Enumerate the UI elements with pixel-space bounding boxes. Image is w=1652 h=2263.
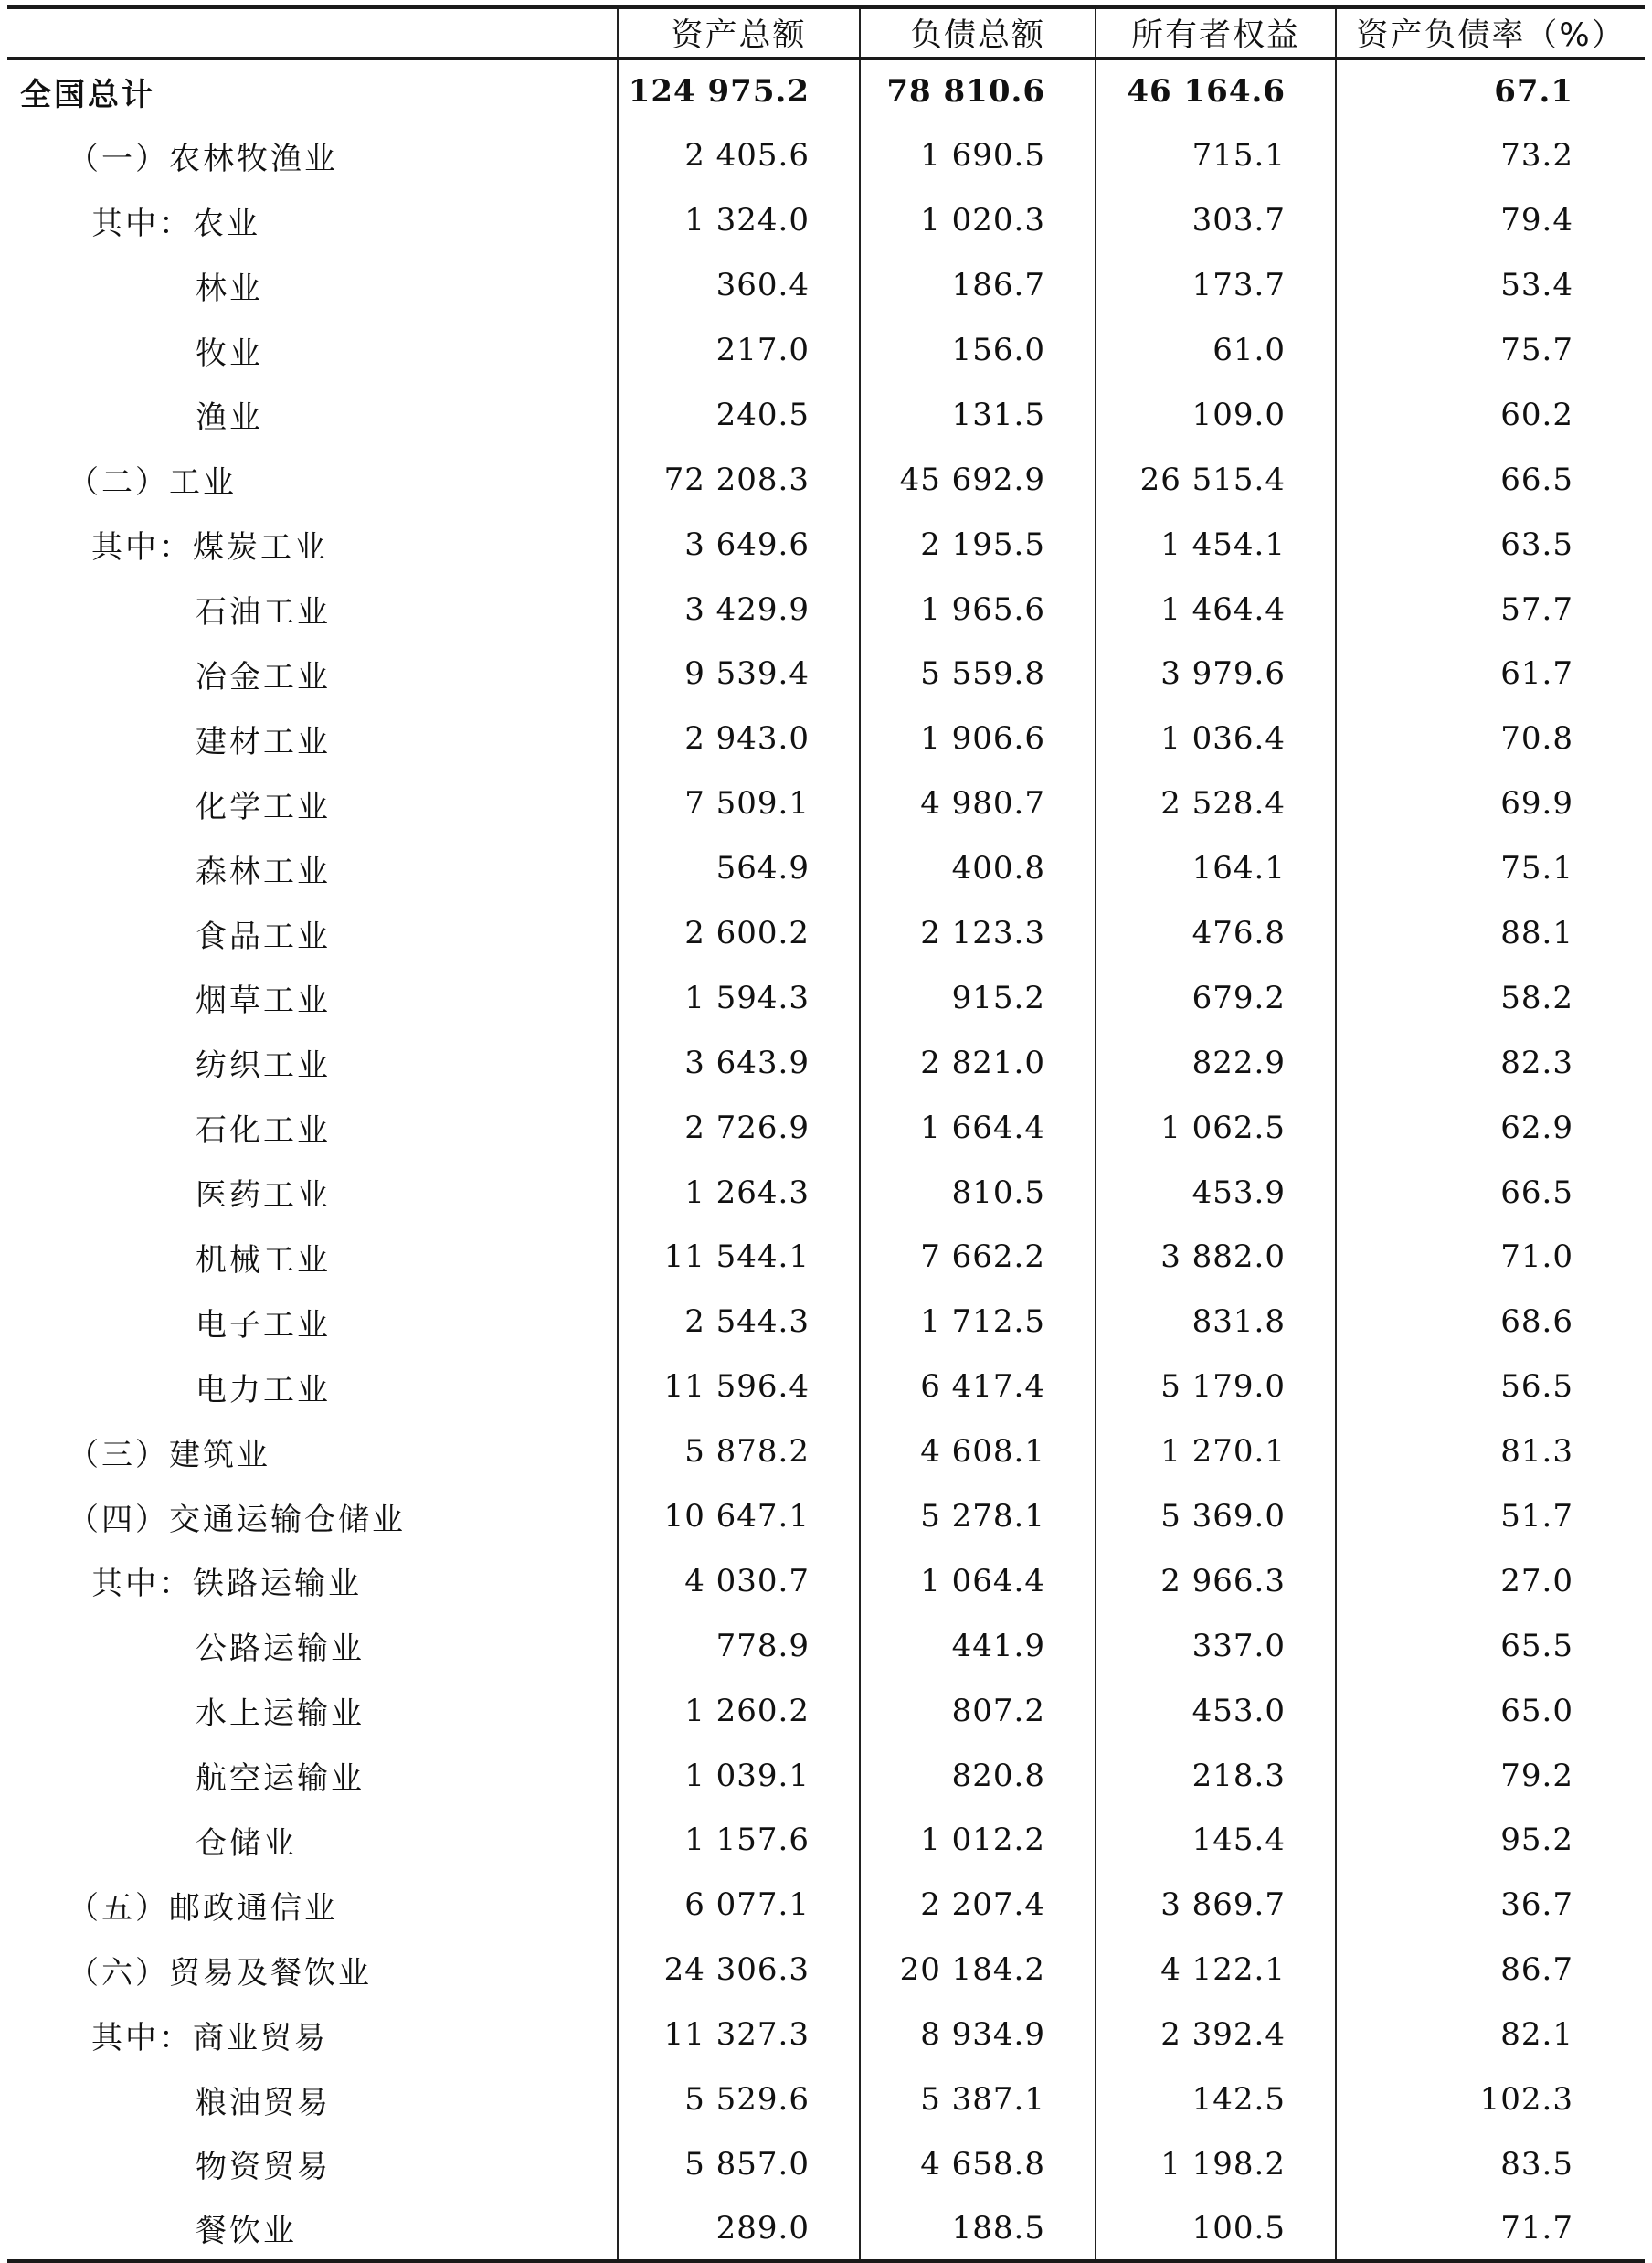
total-assets-cell: 72 208.3 bbox=[618, 447, 860, 512]
total-assets-cell: 2 943.0 bbox=[618, 707, 860, 771]
table-row bbox=[7, 1548, 1645, 1613]
total-assets-cell: 1 260.2 bbox=[618, 1678, 860, 1743]
table-row bbox=[7, 2196, 1645, 2261]
debt-ratio-cell: 68.6 bbox=[1336, 1290, 1645, 1355]
header-industry bbox=[7, 7, 618, 58]
total-liabilities-cell: 807.2 bbox=[860, 1678, 1096, 1743]
owners-equity-cell: 46 164.6 bbox=[1096, 58, 1336, 123]
owners-equity-cell: 61.0 bbox=[1096, 318, 1336, 383]
industry-cell: 物资贸易 bbox=[196, 2149, 331, 2186]
owners-equity-cell: 142.5 bbox=[1096, 2067, 1336, 2132]
industry-cell: （六）贸易及餐饮业 bbox=[68, 1954, 372, 1992]
table-row bbox=[7, 965, 1645, 1030]
total-assets-cell: 3 429.9 bbox=[618, 577, 860, 642]
table-row bbox=[7, 707, 1645, 771]
debt-ratio-cell: 86.7 bbox=[1336, 1938, 1645, 2003]
total-assets-cell: 2 600.2 bbox=[618, 901, 860, 966]
industry-cell: 机械工业 bbox=[196, 1241, 331, 1279]
debt-ratio-cell: 66.5 bbox=[1336, 1160, 1645, 1225]
total-assets-cell: 289.0 bbox=[618, 2196, 860, 2261]
table-row bbox=[7, 318, 1645, 383]
owners-equity-cell: 218.3 bbox=[1096, 1743, 1336, 1808]
industry-cell: 冶金工业 bbox=[196, 658, 331, 696]
table-row bbox=[7, 1613, 1645, 1678]
header-total-assets: 资产总额 bbox=[618, 7, 860, 58]
total-liabilities-cell: 820.8 bbox=[860, 1743, 1096, 1808]
total-liabilities-cell: 915.2 bbox=[860, 965, 1096, 1030]
total-assets-cell: 1 324.0 bbox=[618, 188, 860, 253]
total-liabilities-cell: 1 020.3 bbox=[860, 188, 1096, 253]
table-row bbox=[7, 1808, 1645, 1873]
industry-cell: 电力工业 bbox=[196, 1371, 331, 1408]
total-assets-cell: 5 857.0 bbox=[618, 2132, 860, 2197]
total-assets-cell: 2 405.6 bbox=[618, 123, 860, 188]
debt-ratio-cell: 61.7 bbox=[1336, 642, 1645, 707]
table-row bbox=[7, 1678, 1645, 1743]
owners-equity-cell: 164.1 bbox=[1096, 836, 1336, 901]
total-assets-cell: 7 509.1 bbox=[618, 771, 860, 836]
debt-ratio-cell: 51.7 bbox=[1336, 1484, 1645, 1549]
total-liabilities-cell: 4 980.7 bbox=[860, 771, 1096, 836]
table-row bbox=[7, 577, 1645, 642]
total-assets-cell: 1 264.3 bbox=[618, 1160, 860, 1225]
industry-cell: （一）农林牧渔业 bbox=[68, 140, 338, 177]
owners-equity-cell: 2 528.4 bbox=[1096, 771, 1336, 836]
debt-ratio-cell: 62.9 bbox=[1336, 1095, 1645, 1160]
total-liabilities-cell: 5 387.1 bbox=[860, 2067, 1096, 2132]
owners-equity-cell: 145.4 bbox=[1096, 1808, 1336, 1873]
debt-ratio-cell: 63.5 bbox=[1336, 512, 1645, 577]
total-assets-cell: 24 306.3 bbox=[618, 1938, 860, 2003]
total-assets-cell: 5 529.6 bbox=[618, 2067, 860, 2132]
total-liabilities-cell: 7 662.2 bbox=[860, 1225, 1096, 1290]
table-row bbox=[7, 2003, 1645, 2067]
industry-cell: 林业 bbox=[196, 270, 263, 307]
table-row bbox=[7, 1030, 1645, 1095]
total-assets-cell: 2 544.3 bbox=[618, 1290, 860, 1355]
owners-equity-cell: 3 882.0 bbox=[1096, 1225, 1336, 1290]
owners-equity-cell: 715.1 bbox=[1096, 123, 1336, 188]
total-assets-cell: 3 649.6 bbox=[618, 512, 860, 577]
debt-ratio-cell: 65.0 bbox=[1336, 1678, 1645, 1743]
industry-cell: 烟草工业 bbox=[196, 983, 331, 1020]
industry-cell: 其中：商业贸易 bbox=[91, 2019, 328, 2056]
debt-ratio-cell: 82.3 bbox=[1336, 1030, 1645, 1095]
debt-ratio-cell: 71.0 bbox=[1336, 1225, 1645, 1290]
total-liabilities-cell: 1 690.5 bbox=[860, 123, 1096, 188]
industry-cell: 其中：煤炭工业 bbox=[91, 529, 328, 567]
total-assets-cell: 10 647.1 bbox=[618, 1484, 860, 1549]
table-row bbox=[7, 253, 1645, 318]
total-liabilities-cell: 810.5 bbox=[860, 1160, 1096, 1225]
owners-equity-cell: 2 392.4 bbox=[1096, 2003, 1336, 2067]
total-liabilities-cell: 45 692.9 bbox=[860, 447, 1096, 512]
debt-ratio-cell: 60.2 bbox=[1336, 382, 1645, 447]
debt-ratio-cell: 57.7 bbox=[1336, 577, 1645, 642]
total-assets-cell: 2 726.9 bbox=[618, 1095, 860, 1160]
debt-ratio-cell: 53.4 bbox=[1336, 253, 1645, 318]
debt-ratio-cell: 36.7 bbox=[1336, 1873, 1645, 1938]
total-assets-cell: 5 878.2 bbox=[618, 1419, 860, 1484]
total-liabilities-cell: 78 810.6 bbox=[860, 58, 1096, 123]
total-liabilities-cell: 1 906.6 bbox=[860, 707, 1096, 771]
debt-ratio-cell: 67.1 bbox=[1336, 58, 1645, 123]
owners-equity-cell: 476.8 bbox=[1096, 901, 1336, 966]
debt-ratio-cell: 95.2 bbox=[1336, 1808, 1645, 1873]
table-row bbox=[7, 2132, 1645, 2197]
total-liabilities-cell: 1 965.6 bbox=[860, 577, 1096, 642]
owners-equity-cell: 1 464.4 bbox=[1096, 577, 1336, 642]
owners-equity-cell: 303.7 bbox=[1096, 188, 1336, 253]
total-liabilities-cell: 8 934.9 bbox=[860, 2003, 1096, 2067]
total-assets-cell: 778.9 bbox=[618, 1613, 860, 1678]
industry-cell: 石化工业 bbox=[196, 1112, 331, 1150]
header-row bbox=[7, 7, 1645, 58]
debt-ratio-cell: 70.8 bbox=[1336, 707, 1645, 771]
industry-cell: 电子工业 bbox=[196, 1306, 331, 1344]
total-assets-cell: 11 596.4 bbox=[618, 1355, 860, 1419]
total-liabilities-cell: 2 195.5 bbox=[860, 512, 1096, 577]
total-liabilities-cell: 2 207.4 bbox=[860, 1873, 1096, 1938]
debt-ratio-cell: 69.9 bbox=[1336, 771, 1645, 836]
owners-equity-cell: 4 122.1 bbox=[1096, 1938, 1336, 2003]
total-liabilities-cell: 2 821.0 bbox=[860, 1030, 1096, 1095]
table-row bbox=[7, 1095, 1645, 1160]
total-assets-cell: 124 975.2 bbox=[618, 58, 860, 123]
table-row bbox=[7, 1743, 1645, 1808]
owners-equity-cell: 453.0 bbox=[1096, 1678, 1336, 1743]
table-row bbox=[7, 901, 1645, 966]
industry-cell: 其中：铁路运输业 bbox=[91, 1566, 362, 1603]
debt-ratio-cell: 79.2 bbox=[1336, 1743, 1645, 1808]
total-assets-cell: 6 077.1 bbox=[618, 1873, 860, 1938]
total-assets-cell: 4 030.7 bbox=[618, 1548, 860, 1613]
industry-cell: （四）交通运输仓储业 bbox=[68, 1501, 406, 1538]
table-row bbox=[7, 642, 1645, 707]
total-liabilities-cell: 5 278.1 bbox=[860, 1484, 1096, 1549]
table-row bbox=[7, 1290, 1645, 1355]
industry-cell: 仓储业 bbox=[196, 1824, 297, 1862]
owners-equity-cell: 1 198.2 bbox=[1096, 2132, 1336, 2197]
owners-equity-cell: 1 062.5 bbox=[1096, 1095, 1336, 1160]
owners-equity-cell: 453.9 bbox=[1096, 1160, 1336, 1225]
industry-cell: 石油工业 bbox=[196, 594, 331, 632]
table-row bbox=[7, 1160, 1645, 1225]
total-assets-cell: 1 594.3 bbox=[618, 965, 860, 1030]
industry-cell: 化学工业 bbox=[196, 788, 331, 825]
debt-ratio-cell: 66.5 bbox=[1336, 447, 1645, 512]
table-row bbox=[7, 447, 1645, 512]
total-assets-cell: 217.0 bbox=[618, 318, 860, 383]
owners-equity-cell: 1 036.4 bbox=[1096, 707, 1336, 771]
table-row bbox=[7, 836, 1645, 901]
total-assets-cell: 1 157.6 bbox=[618, 1808, 860, 1873]
table-body bbox=[7, 58, 1645, 2261]
industry-cell: 水上运输业 bbox=[196, 1695, 365, 1733]
industry-cell: 纺织工业 bbox=[196, 1047, 331, 1085]
table-row bbox=[7, 771, 1645, 836]
header-owners-equity: 所有者权益 bbox=[1096, 7, 1336, 58]
table-row bbox=[7, 1225, 1645, 1290]
total-liabilities-cell: 400.8 bbox=[860, 836, 1096, 901]
debt-ratio-cell: 65.5 bbox=[1336, 1613, 1645, 1678]
total-liabilities-cell: 441.9 bbox=[860, 1613, 1096, 1678]
industry-cell: 餐饮业 bbox=[7, 2196, 618, 2261]
industry-cell: 航空运输业 bbox=[196, 1760, 365, 1798]
total-liabilities-cell: 156.0 bbox=[860, 318, 1096, 383]
debt-ratio-cell: 102.3 bbox=[1336, 2067, 1645, 2132]
table-row bbox=[7, 1938, 1645, 2003]
owners-equity-cell: 822.9 bbox=[1096, 1030, 1336, 1095]
industry-cell: 其中：农业 bbox=[91, 205, 260, 242]
owners-equity-cell: 26 515.4 bbox=[1096, 447, 1336, 512]
owners-equity-cell: 109.0 bbox=[1096, 382, 1336, 447]
total-liabilities-cell: 20 184.2 bbox=[860, 1938, 1096, 2003]
total-liabilities-cell: 1 712.5 bbox=[860, 1290, 1096, 1355]
owners-equity-cell: 1 454.1 bbox=[1096, 512, 1336, 577]
total-liabilities-cell: 188.5 bbox=[860, 2196, 1096, 2261]
total-liabilities-cell: 5 559.8 bbox=[860, 642, 1096, 707]
table-row bbox=[7, 123, 1645, 188]
total-assets-cell: 11 544.1 bbox=[618, 1225, 860, 1290]
debt-ratio-cell: 79.4 bbox=[1336, 188, 1645, 253]
table-row bbox=[7, 382, 1645, 447]
industry-cell: 医药工业 bbox=[196, 1177, 331, 1215]
debt-ratio-cell: 75.1 bbox=[1336, 836, 1645, 901]
table-row bbox=[7, 1419, 1645, 1484]
debt-ratio-cell: 27.0 bbox=[1336, 1548, 1645, 1613]
owners-equity-cell: 3 979.6 bbox=[1096, 642, 1336, 707]
owners-equity-cell: 679.2 bbox=[1096, 965, 1336, 1030]
industry-cell: （五）邮政通信业 bbox=[68, 1889, 338, 1927]
industry-cell: 牧业 bbox=[196, 335, 263, 372]
owners-equity-cell: 2 966.3 bbox=[1096, 1548, 1336, 1613]
industry-cell: 粮油贸易 bbox=[196, 2084, 331, 2121]
total-assets-cell: 360.4 bbox=[618, 253, 860, 318]
owners-equity-cell: 1 270.1 bbox=[1096, 1419, 1336, 1484]
table-row bbox=[7, 58, 1645, 123]
table-row bbox=[7, 1355, 1645, 1419]
debt-ratio-cell: 56.5 bbox=[1336, 1355, 1645, 1419]
owners-equity-cell: 3 869.7 bbox=[1096, 1873, 1336, 1938]
debt-ratio-cell: 82.1 bbox=[1336, 2003, 1645, 2067]
balance-sheet-table bbox=[7, 5, 1645, 2263]
debt-ratio-cell: 81.3 bbox=[1336, 1419, 1645, 1484]
industry-cell: 建材工业 bbox=[196, 723, 331, 760]
owners-equity-cell: 831.8 bbox=[1096, 1290, 1336, 1355]
table-header bbox=[7, 7, 1645, 58]
total-liabilities-cell: 131.5 bbox=[860, 382, 1096, 447]
total-liabilities-cell: 1 664.4 bbox=[860, 1095, 1096, 1160]
total-liabilities-cell: 4 608.1 bbox=[860, 1419, 1096, 1484]
industry-cell: （二）工业 bbox=[68, 464, 237, 502]
total-assets-cell: 9 539.4 bbox=[618, 642, 860, 707]
table-row bbox=[7, 1873, 1645, 1938]
owners-equity-cell: 173.7 bbox=[1096, 253, 1336, 318]
owners-equity-cell: 5 369.0 bbox=[1096, 1484, 1336, 1549]
industry-cell: 公路运输业 bbox=[196, 1631, 365, 1668]
table-row bbox=[7, 512, 1645, 577]
total-assets-cell: 3 643.9 bbox=[618, 1030, 860, 1095]
total-assets-cell: 11 327.3 bbox=[618, 2003, 860, 2067]
total-liabilities-cell: 186.7 bbox=[860, 253, 1096, 318]
industry-cell: 森林工业 bbox=[196, 853, 331, 890]
debt-ratio-cell: 83.5 bbox=[1336, 2132, 1645, 2197]
debt-ratio-cell: 71.7 bbox=[1336, 2196, 1645, 2261]
total-assets-cell: 240.5 bbox=[618, 382, 860, 447]
industry-cell: 食品工业 bbox=[196, 918, 331, 955]
table-row bbox=[7, 1484, 1645, 1549]
debt-ratio-cell: 75.7 bbox=[1336, 318, 1645, 383]
debt-ratio-cell: 73.2 bbox=[1336, 123, 1645, 188]
owners-equity-cell: 5 179.0 bbox=[1096, 1355, 1336, 1419]
header-debt-ratio: 资产负债率（%） bbox=[1336, 7, 1645, 58]
table-row bbox=[7, 188, 1645, 253]
debt-ratio-cell: 58.2 bbox=[1336, 965, 1645, 1030]
total-liabilities-cell: 1 012.2 bbox=[860, 1808, 1096, 1873]
industry-cell: （三）建筑业 bbox=[68, 1436, 270, 1473]
industry-cell: 全国总计 bbox=[20, 76, 155, 113]
header-total-liabilities: 负债总额 bbox=[860, 7, 1096, 58]
owners-equity-cell: 337.0 bbox=[1096, 1613, 1336, 1678]
total-liabilities-cell: 4 658.8 bbox=[860, 2132, 1096, 2197]
total-assets-cell: 564.9 bbox=[618, 836, 860, 901]
industry-cell: 渔业 bbox=[196, 399, 263, 437]
total-liabilities-cell: 2 123.3 bbox=[860, 901, 1096, 966]
total-liabilities-cell: 1 064.4 bbox=[860, 1548, 1096, 1613]
debt-ratio-cell: 88.1 bbox=[1336, 901, 1645, 966]
table-row bbox=[7, 2067, 1645, 2132]
total-liabilities-cell: 6 417.4 bbox=[860, 1355, 1096, 1419]
owners-equity-cell: 100.5 bbox=[1096, 2196, 1336, 2261]
total-assets-cell: 1 039.1 bbox=[618, 1743, 860, 1808]
